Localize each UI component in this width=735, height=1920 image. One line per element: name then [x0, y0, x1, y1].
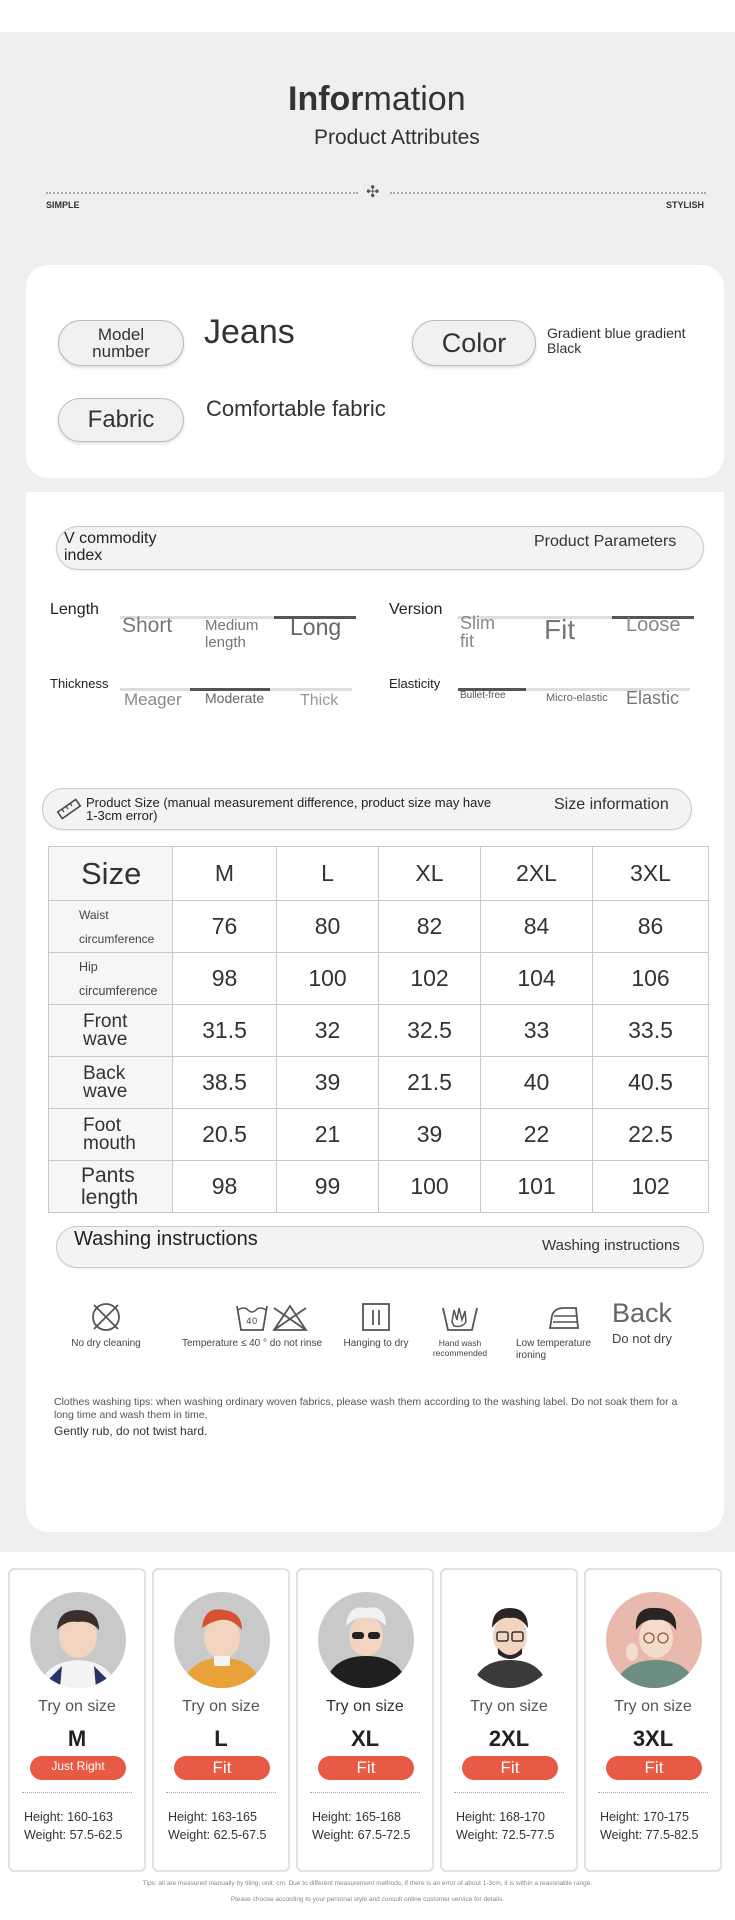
- color-value: [547, 326, 686, 356]
- avatar: [174, 1592, 270, 1688]
- table-header-cell: Size: [49, 847, 173, 901]
- no-bleach-icon: [270, 1300, 310, 1334]
- version-label: Version: [389, 601, 443, 618]
- fabric-pill: [58, 398, 184, 442]
- row-label-1: Front: [83, 1010, 128, 1032]
- fit-badge: Fit: [174, 1756, 270, 1780]
- table-row: [49, 1057, 709, 1109]
- wash-item: [338, 1300, 414, 1349]
- footer-line-1: Tips: all are measured manually by tiling, unit: cm. Due to different measurement methods, if there is an error of about 1-3cm, it is within a reasonable range.: [142, 1880, 593, 1887]
- size-desc-2: 1-3cm error): [86, 808, 158, 823]
- row-label-2: length: [81, 1185, 139, 1209]
- size-table: [48, 846, 709, 1213]
- wash-label: Low temperature: [516, 1338, 592, 1349]
- fit-badge: Fit: [606, 1756, 702, 1780]
- version-option-loose: Loose: [626, 614, 681, 636]
- try-on-label: Try on size: [38, 1698, 116, 1715]
- table-cell: 32.5: [379, 1005, 481, 1057]
- commodity-label-1: V commodity: [64, 530, 157, 547]
- try-on-label: Try on size: [614, 1698, 692, 1715]
- row-label: [49, 901, 173, 953]
- wash-label: Temperature ≤ 40 ° do not rinse: [181, 1338, 323, 1349]
- elasticity-label: Elasticity: [389, 676, 441, 691]
- hand-wash-icon: [440, 1300, 480, 1334]
- color-value-1: Gradient blue gradient: [547, 325, 686, 341]
- length-option-long: Long: [290, 614, 342, 640]
- row-label: [49, 1057, 173, 1109]
- washing-tips: [54, 1396, 720, 1422]
- table-cell: 99: [277, 1161, 379, 1213]
- elasticity-option-bullet-free: Bullet-free: [460, 690, 506, 701]
- fit-badge: Fit: [318, 1756, 414, 1780]
- model-weight: Weight: 62.5-67.5: [168, 1828, 267, 1842]
- table-cell: 102: [593, 1161, 709, 1213]
- tips-line-2: long time and wash them in time,: [54, 1409, 208, 1421]
- label-simple: SIMPLE: [46, 200, 80, 210]
- wash-label: recommended: [432, 1348, 488, 1358]
- table-header-cell: M: [173, 847, 277, 901]
- table-cell: 100: [277, 953, 379, 1005]
- thickness-option-moderate: Moderate: [205, 690, 265, 706]
- row-label-1: Waist: [79, 907, 109, 922]
- row-label: [49, 1109, 173, 1161]
- wash-item: [164, 1300, 340, 1349]
- wash-label: Hand wash: [438, 1338, 482, 1348]
- model-weight: Weight: 67.5-72.5: [312, 1828, 411, 1842]
- fabric-value: Comfortable fabric: [206, 396, 386, 421]
- row-label-2: wave: [83, 1080, 128, 1102]
- row-label-2: circumference: [79, 931, 155, 946]
- table-header-cell: L: [277, 847, 379, 901]
- table-cell: 21.5: [379, 1057, 481, 1109]
- divider: [598, 1792, 708, 1793]
- table-row: [49, 901, 709, 953]
- length-option-medium: [205, 617, 258, 651]
- version-option-fit: Fit: [544, 614, 576, 645]
- avatar: [30, 1592, 126, 1688]
- model-number-pill: [58, 320, 184, 366]
- table-cell: 40.5: [593, 1057, 709, 1109]
- washing-title: Washing instructions: [74, 1228, 258, 1250]
- title-rest: mation: [363, 80, 466, 118]
- table-cell: 22: [481, 1109, 593, 1161]
- table-cell: 33: [481, 1005, 593, 1057]
- table-cell: 86: [593, 901, 709, 953]
- model-card: [152, 1568, 290, 1872]
- color-value-2: Black: [547, 340, 582, 356]
- table-cell: 82: [379, 901, 481, 953]
- divider: [454, 1792, 564, 1793]
- model-size: XL: [350, 1726, 380, 1751]
- model-size: L: [214, 1726, 228, 1751]
- table-row: [49, 1161, 709, 1213]
- wash-40-icon: [234, 1300, 270, 1334]
- washing-title-right: Washing instructions: [542, 1237, 680, 1254]
- wash-item-back: [612, 1298, 694, 1346]
- row-label: [49, 1161, 173, 1213]
- color-label: Color: [441, 328, 507, 358]
- row-label: [49, 1005, 173, 1057]
- model-size: M: [67, 1726, 87, 1751]
- version-option-slim: [460, 614, 495, 650]
- elasticity-option-elastic: Elastic: [626, 688, 680, 708]
- row-label-1: Pants: [81, 1163, 135, 1187]
- elasticity-option-micro-elastic: Micro-elastic: [546, 692, 608, 704]
- model-weight: Weight: 77.5-82.5: [600, 1828, 699, 1842]
- model-measurements: [600, 1808, 698, 1844]
- label-stylish: STYLISH: [666, 200, 705, 210]
- avatar: [462, 1592, 558, 1688]
- row-label-1: Hip: [79, 959, 98, 974]
- table-cell: 38.5: [173, 1057, 277, 1109]
- model-height: Height: 160-163: [24, 1810, 113, 1824]
- table-header-cell: XL: [379, 847, 481, 901]
- model-label-2: number: [92, 342, 150, 361]
- wash-label: No dry cleaning: [71, 1338, 141, 1349]
- tips-line-3: Gently rub, do not twist hard.: [54, 1424, 208, 1438]
- model-measurements: [168, 1808, 266, 1844]
- model-height: Height: 168-170: [456, 1810, 545, 1824]
- fit-badge: Fit: [462, 1756, 558, 1780]
- iron-icon: [544, 1300, 584, 1334]
- table-cell: 84: [481, 901, 593, 953]
- length-medium-1: Medium: [205, 617, 259, 634]
- fit-badge: Just Right: [30, 1756, 126, 1780]
- table-cell: 22.5: [593, 1109, 709, 1161]
- model-size: 3XL: [632, 1726, 674, 1751]
- commodity-index-label: [64, 530, 156, 564]
- wash-item: [70, 1300, 142, 1349]
- table-cell: 102: [379, 953, 481, 1005]
- version-slim-1: Slim: [460, 613, 495, 633]
- thickness-label: Thickness: [50, 676, 109, 691]
- no-dry-clean-icon: [89, 1300, 123, 1334]
- length-medium-2: length: [205, 634, 246, 651]
- model-height: Height: 170-175: [600, 1810, 689, 1824]
- row-label-2: circumference: [79, 983, 158, 998]
- divider: [22, 1792, 132, 1793]
- model-card: [8, 1568, 146, 1872]
- wash-label: ironing: [516, 1350, 547, 1361]
- footer-line-2: Please choose according to your personal style and consult online customer service for details.: [230, 1896, 505, 1903]
- cross-icon: ✣: [366, 184, 380, 201]
- row-label-2: wave: [83, 1028, 128, 1050]
- divider: [310, 1792, 420, 1793]
- ruler-icon: [56, 798, 82, 820]
- wash-label: Hanging to dry: [343, 1338, 409, 1349]
- try-on-label: Try on size: [470, 1698, 548, 1715]
- title-bold: Infor: [288, 80, 364, 118]
- table-cell: 101: [481, 1161, 593, 1213]
- wash-item: [424, 1300, 496, 1358]
- row-label-2: mouth: [83, 1132, 136, 1154]
- try-on-label: Try on size: [326, 1698, 404, 1715]
- table-cell: 39: [379, 1109, 481, 1161]
- table-cell: 80: [277, 901, 379, 953]
- table-cell: 104: [481, 953, 593, 1005]
- model-measurements: [24, 1808, 122, 1844]
- model-card: [296, 1568, 434, 1872]
- divider-right: [390, 192, 706, 194]
- model-card: [440, 1568, 578, 1872]
- model-measurements: [456, 1808, 554, 1844]
- divider-left: [46, 192, 358, 194]
- table-cell: 32: [277, 1005, 379, 1057]
- version-slim-2: fit: [460, 631, 475, 651]
- table-row: [49, 953, 709, 1005]
- table-cell: 100: [379, 1161, 481, 1213]
- color-pill: [412, 320, 536, 366]
- thickness-option-thick: Thick: [300, 692, 339, 709]
- page-subtitle: Product Attributes: [314, 126, 480, 149]
- table-cell: 20.5: [173, 1109, 277, 1161]
- model-size: 2XL: [488, 1726, 530, 1751]
- table-cell: 98: [173, 953, 277, 1005]
- model-height: Height: 163-165: [168, 1810, 257, 1824]
- size-desc-1: Product Size (manual measurement difference, product size may have: [86, 795, 492, 810]
- table-header-row: [49, 847, 709, 901]
- avatar: [606, 1592, 702, 1688]
- try-on-label: Try on size: [182, 1698, 260, 1715]
- table-cell: 40: [481, 1057, 593, 1109]
- table-cell: 31.5: [173, 1005, 277, 1057]
- model-value: Jeans: [204, 313, 295, 351]
- row-label: [49, 953, 173, 1005]
- fabric-label: Fabric: [87, 406, 155, 433]
- table-cell: 33.5: [593, 1005, 709, 1057]
- row-label-1: Foot: [83, 1114, 122, 1136]
- wash-back-sub: Do not dry: [612, 1331, 672, 1346]
- attributes-card: [26, 265, 724, 478]
- svg-text:40: 40: [246, 1317, 258, 1327]
- table-header-cell: 3XL: [593, 847, 709, 901]
- commodity-label-2: index: [64, 547, 103, 564]
- tips-line-1: Clothes washing tips: when washing ordinary woven fabrics, please wash them according to the washing label. Do not soak them for a: [54, 1396, 678, 1408]
- hang-dry-icon: [360, 1300, 392, 1334]
- divider: [166, 1792, 276, 1793]
- table-row: [49, 1005, 709, 1057]
- row-label-1: Back: [83, 1062, 126, 1084]
- wash-item: [516, 1300, 612, 1362]
- model-label-1: Model: [97, 325, 145, 344]
- wash-back-label: Back: [612, 1298, 673, 1328]
- size-info-description: [86, 796, 491, 822]
- length-option-short: Short: [122, 614, 173, 637]
- model-height: Height: 165-168: [312, 1810, 401, 1824]
- thickness-option-meager: Meager: [124, 690, 182, 709]
- model-weight: Weight: 57.5-62.5: [24, 1828, 123, 1842]
- wash-item: [268, 1300, 312, 1338]
- table-row: [49, 1109, 709, 1161]
- model-measurements: [312, 1808, 410, 1844]
- model-weight: Weight: 72.5-77.5: [456, 1828, 555, 1842]
- table-cell: 21: [277, 1109, 379, 1161]
- table-cell: 98: [173, 1161, 277, 1213]
- avatar: [318, 1592, 414, 1688]
- table-cell: 76: [173, 901, 277, 953]
- page-title: [288, 80, 466, 119]
- size-information-label: Size information: [554, 796, 669, 813]
- table-cell: 106: [593, 953, 709, 1005]
- table-header-cell: 2XL: [481, 847, 593, 901]
- length-label: Length: [50, 601, 99, 618]
- table-cell: 39: [277, 1057, 379, 1109]
- model-card: [584, 1568, 722, 1872]
- product-parameters-label: Product Parameters: [534, 533, 677, 550]
